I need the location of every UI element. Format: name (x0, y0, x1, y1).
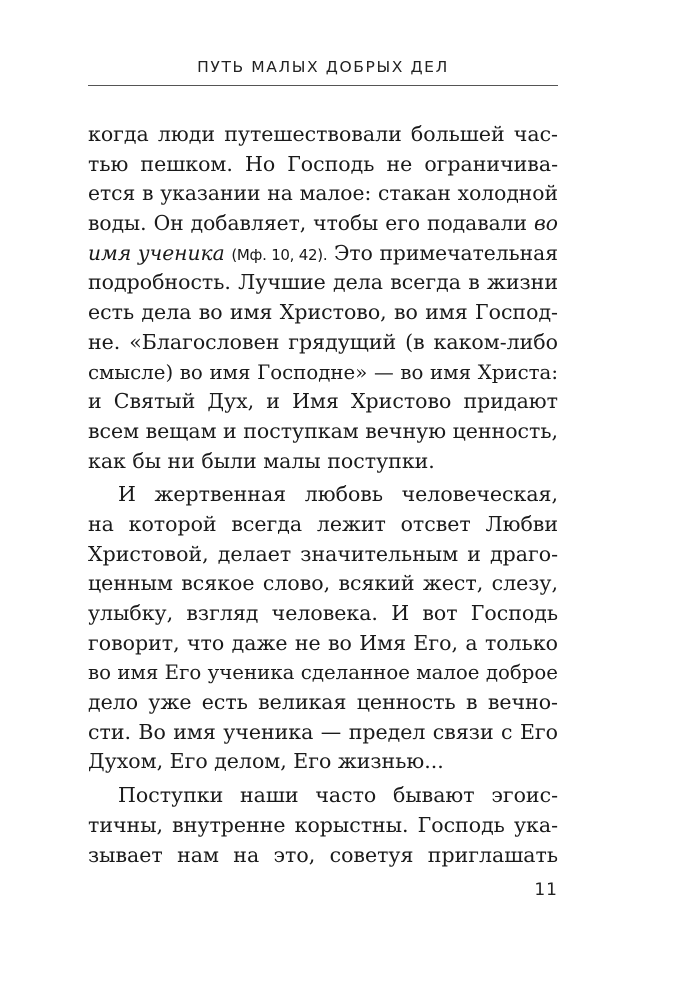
text-line: на которой всегда лежит отсвет Любви (88, 511, 558, 536)
text-line: тичны, внутренне корыстны. Господь ука- (88, 812, 558, 837)
text-line (88, 239, 558, 269)
scripture-reference: (Мф. 10, 42). (231, 245, 328, 264)
text-line: зывает нам на это, советуя приглашать (88, 842, 558, 867)
text-line: смысле) во имя Господне» — во имя Христа: (88, 360, 558, 384)
text-run: Это примечательная (333, 240, 559, 265)
text-line: Духом, Его делом, Его жизнью... (88, 749, 444, 774)
text-line: подробность. Лучшие дела всегда в жизни (88, 270, 558, 295)
paragraph-3 (88, 781, 558, 870)
text-line: ценным всякое слово, всякий жест, слезу, (88, 571, 558, 596)
text-line: не. «Благословен грядущий (в каком-либо (88, 329, 558, 354)
text-line: улыбку, взгляд человека. И вот Господь (88, 601, 558, 625)
text-line (88, 209, 558, 239)
italic-run: во (534, 211, 558, 236)
text-run: воды. Он добавляет, чтобы его подавали (88, 211, 528, 236)
text-line: Христовой, делает значительным и драго- (88, 541, 558, 566)
text-line: тью пешком. Но Господь не ограничива- (88, 151, 558, 176)
text-line: как бы ни были малы поступки. (88, 448, 435, 473)
header-rule (88, 85, 558, 86)
text-line: когда люди путешествовали большей час- (88, 122, 558, 146)
text-line: сти. Во имя ученика — предел связи с Его (88, 719, 558, 744)
text-line: Поступки наши часто бывают эгоис- (118, 783, 558, 808)
text-line: ется в указании на малое: стакан холодной (88, 181, 558, 206)
text-line: И жертвенная любовь человеческая, (118, 482, 558, 507)
paragraph-1 (88, 120, 558, 476)
running-title: ПУТЬ МАЛЫХ ДОБРЫХ ДЕЛ (197, 58, 449, 76)
text-line: дело уже есть великая ценность в вечно- (88, 690, 558, 715)
paragraph-2 (88, 480, 558, 777)
text-line: во имя Его ученика сделанное малое доброе (88, 661, 558, 685)
text-line: всем вещам и поступкам вечную ценность, (88, 418, 559, 443)
italic-run: имя ученика (88, 240, 225, 265)
text-line: есть дела во имя Христово, во имя Господ- (88, 300, 558, 325)
body-text (88, 120, 558, 870)
text-line: и Святый Дух, и Имя Христово придают (88, 389, 558, 414)
text-line: говорит, что даже не во Имя Его, а только (88, 630, 558, 655)
page-number: 11 (534, 880, 558, 900)
